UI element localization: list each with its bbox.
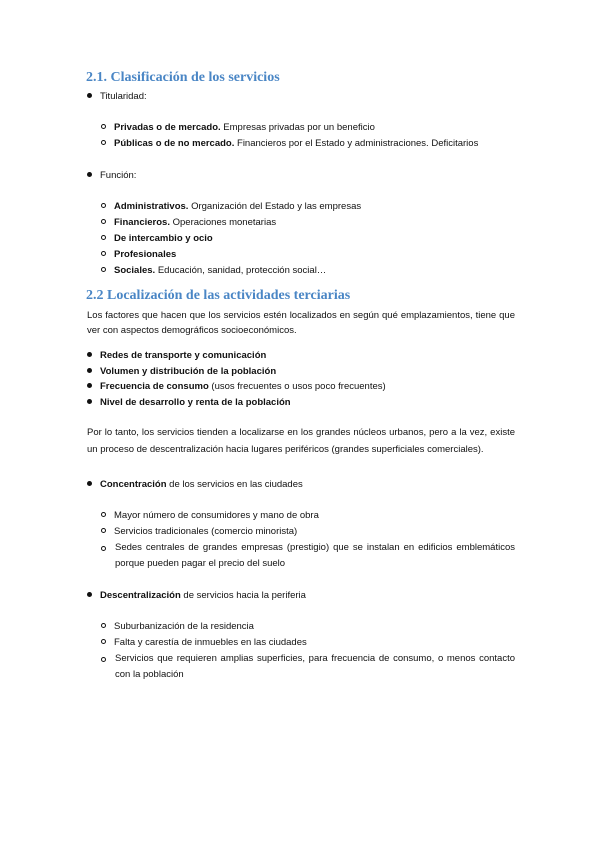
intro-paragraph: Los factores que hacen que los servicios estén localizados en según qué emplazamientos, tiene que ver con aspectos demográficos socioeconómicos. xyxy=(87,310,515,336)
bullet-funcion xyxy=(87,170,136,182)
bullet-circle-icon xyxy=(101,623,106,628)
bullet-descentralizacion: Descentralización de servicios hacia la periferia xyxy=(87,590,306,602)
list-item: Financieros. Operaciones monetarias xyxy=(101,217,276,229)
list-item: Privadas o de mercado. Empresas privadas por un beneficio xyxy=(101,122,375,134)
list-item: Servicios que requieren amplias superficies, para frecuencia de consumo, o menos contacto con la población xyxy=(115,653,515,680)
list-item: Sedes centrales de grandes empresas (prestigio) que se instalan en edificios emblemáticos porque pueden pagar el precio del suelo xyxy=(115,542,515,569)
list-item: Volumen y distribución de la población xyxy=(87,366,276,378)
bullet-circle-icon xyxy=(101,235,106,240)
bullet-concentracion: Concentración de los servicios en las ciudades xyxy=(87,479,303,491)
list-item: Frecuencia de consumo (usos frecuentes o usos poco frecuentes) xyxy=(87,381,386,393)
list-item: Suburbanización de la residencia xyxy=(101,621,254,633)
list-item: Administrativos. Organización del Estado y las empresas xyxy=(101,201,361,213)
list-item: Nivel de desarrollo y renta de la población xyxy=(87,397,291,409)
bullet-dot-icon xyxy=(87,383,92,388)
list-item: Públicas o de no mercado. Financieros por el Estado y administraciones. Deficitarios xyxy=(101,138,478,150)
bullet-dot-icon xyxy=(87,368,92,373)
list-item: Servicios tradicionales (comercio minorista) xyxy=(101,526,297,538)
bullet-dot-icon xyxy=(87,172,92,177)
list-item: Mayor número de consumidores y mano de obra xyxy=(101,510,319,522)
bullet-titularidad xyxy=(87,91,147,103)
list-item: Redes de transporte y comunicación xyxy=(87,350,266,362)
bullet-dot-icon xyxy=(87,592,92,597)
bullet-circle-icon xyxy=(101,512,106,517)
bullet-circle-icon xyxy=(101,219,106,224)
titularidad-label: Titularidad: xyxy=(100,91,147,102)
bullet-circle-icon xyxy=(101,657,106,662)
conclusion-paragraph: Por lo tanto, los servicios tienden a localizarse en los grandes núcleos urbanos, pero a la vez, existe un proceso de descentralización hacia lugares periféricos (grandes superficiales comerciales). xyxy=(87,427,515,455)
bullet-dot-icon xyxy=(87,352,92,357)
bullet-circle-icon xyxy=(101,267,106,272)
bullet-circle-icon xyxy=(101,528,106,533)
bullet-circle-icon xyxy=(101,203,106,208)
section-2-title: 2.2 Localización de las actividades terciarias xyxy=(86,288,351,303)
list-item: Profesionales xyxy=(101,249,176,261)
bullet-circle-icon xyxy=(101,639,106,644)
bullet-dot-icon xyxy=(87,93,92,98)
list-item: Sociales. Educación, sanidad, protección social… xyxy=(101,265,326,277)
bullet-circle-icon xyxy=(101,546,106,551)
section-1-title: 2.1. Clasificación de los servicios xyxy=(86,70,280,85)
bullet-circle-icon xyxy=(101,124,106,129)
list-item: De intercambio y ocio xyxy=(101,233,213,245)
bullet-circle-icon xyxy=(101,251,106,256)
funcion-label: Función: xyxy=(100,170,137,181)
bullet-dot-icon xyxy=(87,399,92,404)
list-item: Falta y carestía de inmuebles en las ciudades xyxy=(101,637,307,649)
bullet-circle-icon xyxy=(101,140,106,145)
bullet-dot-icon xyxy=(87,481,92,486)
